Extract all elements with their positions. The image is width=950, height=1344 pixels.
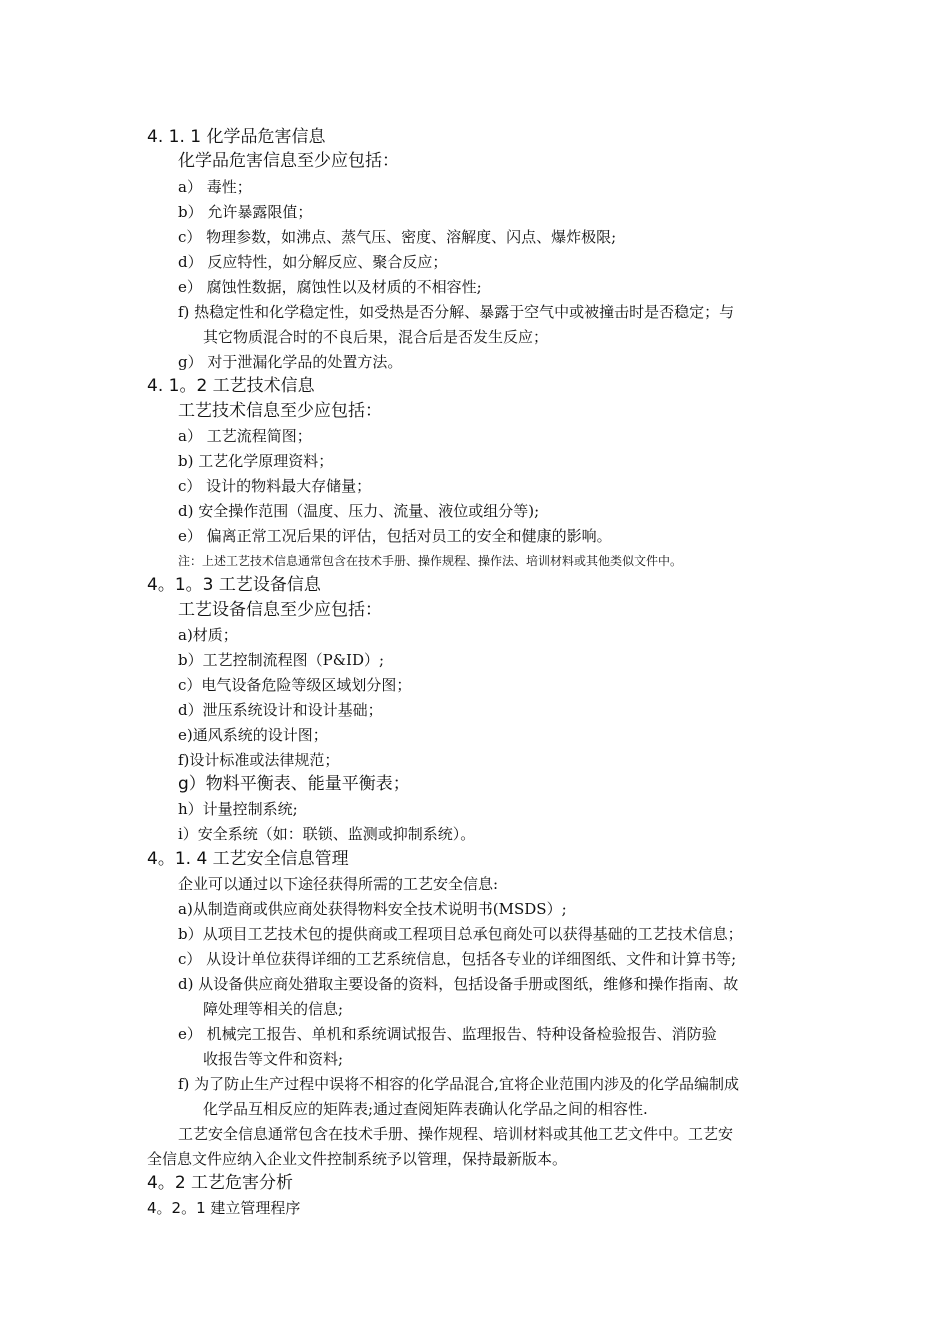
list-item: g） 对于泄漏化学品的处置方法。: [178, 353, 403, 371]
intro-4-1-1: 化学品危害信息至少应包括：: [178, 151, 399, 171]
heading-4-1-1: 4. 1. 1 化学品危害信息: [147, 127, 326, 147]
list-item: a)材质；: [178, 626, 238, 644]
list-item: b） 允许暴露限值；: [178, 203, 313, 221]
list-item: c） 设计的物料最大存储量；: [178, 477, 372, 495]
list-item: d) 安全操作范围（温度、压力、流量、液位或组分等);: [178, 502, 540, 520]
list-item: e） 机械完工报告、单机和系统调试报告、监理报告、特种设备检验报告、消防验: [178, 1025, 717, 1043]
list-item: d） 反应特性，如分解反应、聚合反应；: [178, 253, 448, 271]
heading-4-2-1: 4。2。1 建立管理程序: [147, 1199, 301, 1217]
heading-4-1-4: 4。1. 4 工艺安全信息管理: [147, 849, 349, 869]
list-item-continuation: 化学品互相反应的矩阵表;通过查阅矩阵表确认化学品之间的相容性.: [203, 1100, 648, 1118]
list-item: f) 为了防止生产过程中误将不相容的化学品混合,宜将企业范围内涉及的化学品编制成: [178, 1075, 739, 1093]
list-item: b）从项目工艺技术包的提供商或工程项目总承包商处可以获得基础的工艺技术信息；: [178, 925, 743, 943]
list-item: c） 物理参数，如沸点、蒸气压、密度、溶解度、闪点、爆炸极限;: [178, 228, 617, 246]
paragraph-line: 工艺安全信息通常包含在技术手册、操作规程、培训材料或其他工艺文件中。工艺安: [178, 1125, 734, 1143]
list-item: h）计量控制系统;: [178, 800, 298, 818]
note-4-1-2: 注：上述工艺技术信息通常包含在技术手册、操作规程、操作法、培训材料或其他类似文件中。: [178, 554, 683, 568]
list-item-continuation: 其它物质混合时的不良后果，混合后是否发生反应；: [203, 328, 549, 346]
list-item: e） 偏离正常工况后果的评估，包括对员工的安全和健康的影响。: [178, 527, 612, 545]
list-item: d) 从设备供应商处猎取主要设备的资料，包括设备手册或图纸，维修和操作指南、故: [178, 975, 739, 993]
list-item: a） 工艺流程简图；: [178, 427, 312, 445]
paragraph-line: 全信息文件应纳入企业文件控制系统予以管理，保持最新版本。: [147, 1150, 568, 1168]
heading-4-2: 4。2 工艺危害分析: [147, 1173, 294, 1193]
list-item: b）工艺控制流程图（P&ID）;: [178, 651, 385, 669]
list-item: c） 从设计单位获得详细的工艺系统信息，包括各专业的详细图纸、文件和计算书等;: [178, 950, 737, 968]
list-item: c）电气设备危险等级区域划分图；: [178, 676, 412, 694]
list-item: f)设计标准或法律规范；: [178, 751, 340, 769]
list-item: a） 毒性；: [178, 178, 252, 196]
list-item: e） 腐蚀性数据，腐蚀性以及材质的不相容性;: [178, 278, 482, 296]
list-item: f) 热稳定性和化学稳定性，如受热是否分解、暴露于空气中或被撞击时是否稳定；与: [178, 303, 735, 321]
intro-4-1-4: 企业可以通过以下途径获得所需的工艺安全信息:: [178, 875, 499, 893]
intro-4-1-3: 工艺设备信息至少应包括：: [178, 600, 382, 620]
list-item: i）安全系统（如：联锁、监测或抑制系统）。: [178, 825, 476, 843]
intro-4-1-2: 工艺技术信息至少应包括：: [178, 401, 382, 421]
list-item: b) 工艺化学原理资料；: [178, 452, 334, 470]
list-item: g）物料平衡表、能量平衡表；: [178, 774, 410, 794]
list-item: a)从制造商或供应商处获得物料安全技术说明书(MSDS）;: [178, 900, 567, 918]
heading-4-1-3: 4。1。3 工艺设备信息: [147, 575, 321, 595]
list-item: e)通风系统的设计图；: [178, 726, 328, 744]
list-item: d）泄压系统设计和设计基础；: [178, 701, 383, 719]
heading-4-1-2: 4. 1。2 工艺技术信息: [147, 376, 315, 396]
list-item-continuation: 收报告等文件和资料;: [203, 1050, 344, 1068]
list-item-continuation: 障处理等相关的信息;: [203, 1000, 344, 1018]
